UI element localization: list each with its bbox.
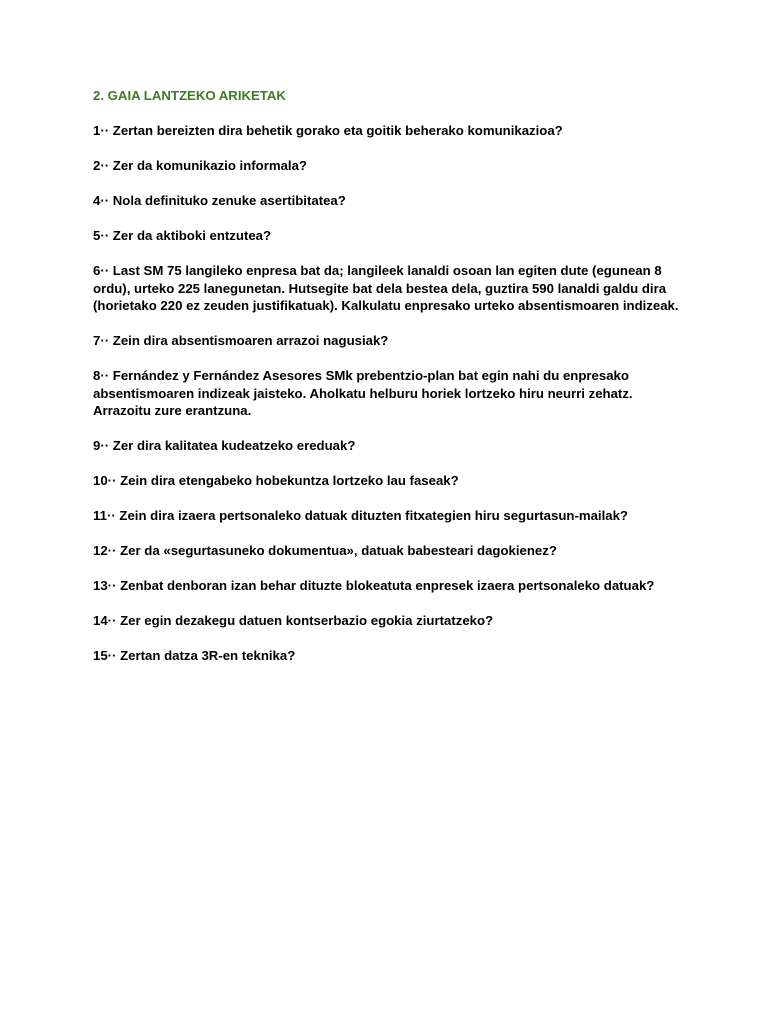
question-2: 2·· Zer da komunikazio informala? [93, 158, 307, 173]
question-4: 4·· Nola definituko zenuke asertibitatea? [93, 193, 346, 208]
question-14: 14·· Zer egin dezakegu datuen kontserbazio egokia ziurtatzeko? [93, 613, 494, 628]
question-8: 8·· Fernández y Fernández Asesores SMk prebentzio-plan bat egin nahi du enpresako absentismoaren indizeak jaisteko. Aholkatu helburu horiek lortzeko hiru neurri zehatz. Arrazoitu zure erantzuna. [93, 368, 633, 418]
question-1: 1·· Zertan bereizten dira behetik gorako eta goitik beherako komunikazioa? [93, 123, 563, 138]
question-12: 12·· Zer da «segurtasuneko dokumentua», datuak babesteari dagokienez? [93, 543, 557, 558]
question-15: 15·· Zertan datza 3R-en teknika? [93, 648, 296, 663]
document-page [93, 87, 683, 682]
exercise-title: 2. GAIA LANTZEKO ARIKETAK [93, 88, 286, 103]
question-13: 13·· Zenbat denboran izan behar dituzte blokeatuta enpresek izaera pertsonaleko datuak? [93, 578, 655, 593]
question-6: 6·· Last SM 75 langileko enpresa bat da; langileek lanaldi osoan lan egiten dute (egunean 8 ordu), urteko 225 lanegunetan. Hutsegite bat dela bestea dela, guztira 590 lanaldi galdu dira (horietako 220 ez zeuden justifikatuak). Kalkulatu enpresako urteko absentismoaren indizeak. [93, 263, 679, 313]
question-5: 5·· Zer da aktiboki entzutea? [93, 228, 272, 243]
question-9: 9·· Zer dira kalitatea kudeatzeko ereduak? [93, 438, 356, 453]
question-10: 10·· Zein dira etengabeko hobekuntza lortzeko lau faseak? [93, 473, 459, 488]
question-11: 11·· Zein dira izaera pertsonaleko datuak dituzten fitxategien hiru segurtasun-mailak? [93, 508, 628, 523]
question-7: 7·· Zein dira absentismoaren arrazoi nagusiak? [93, 333, 389, 348]
